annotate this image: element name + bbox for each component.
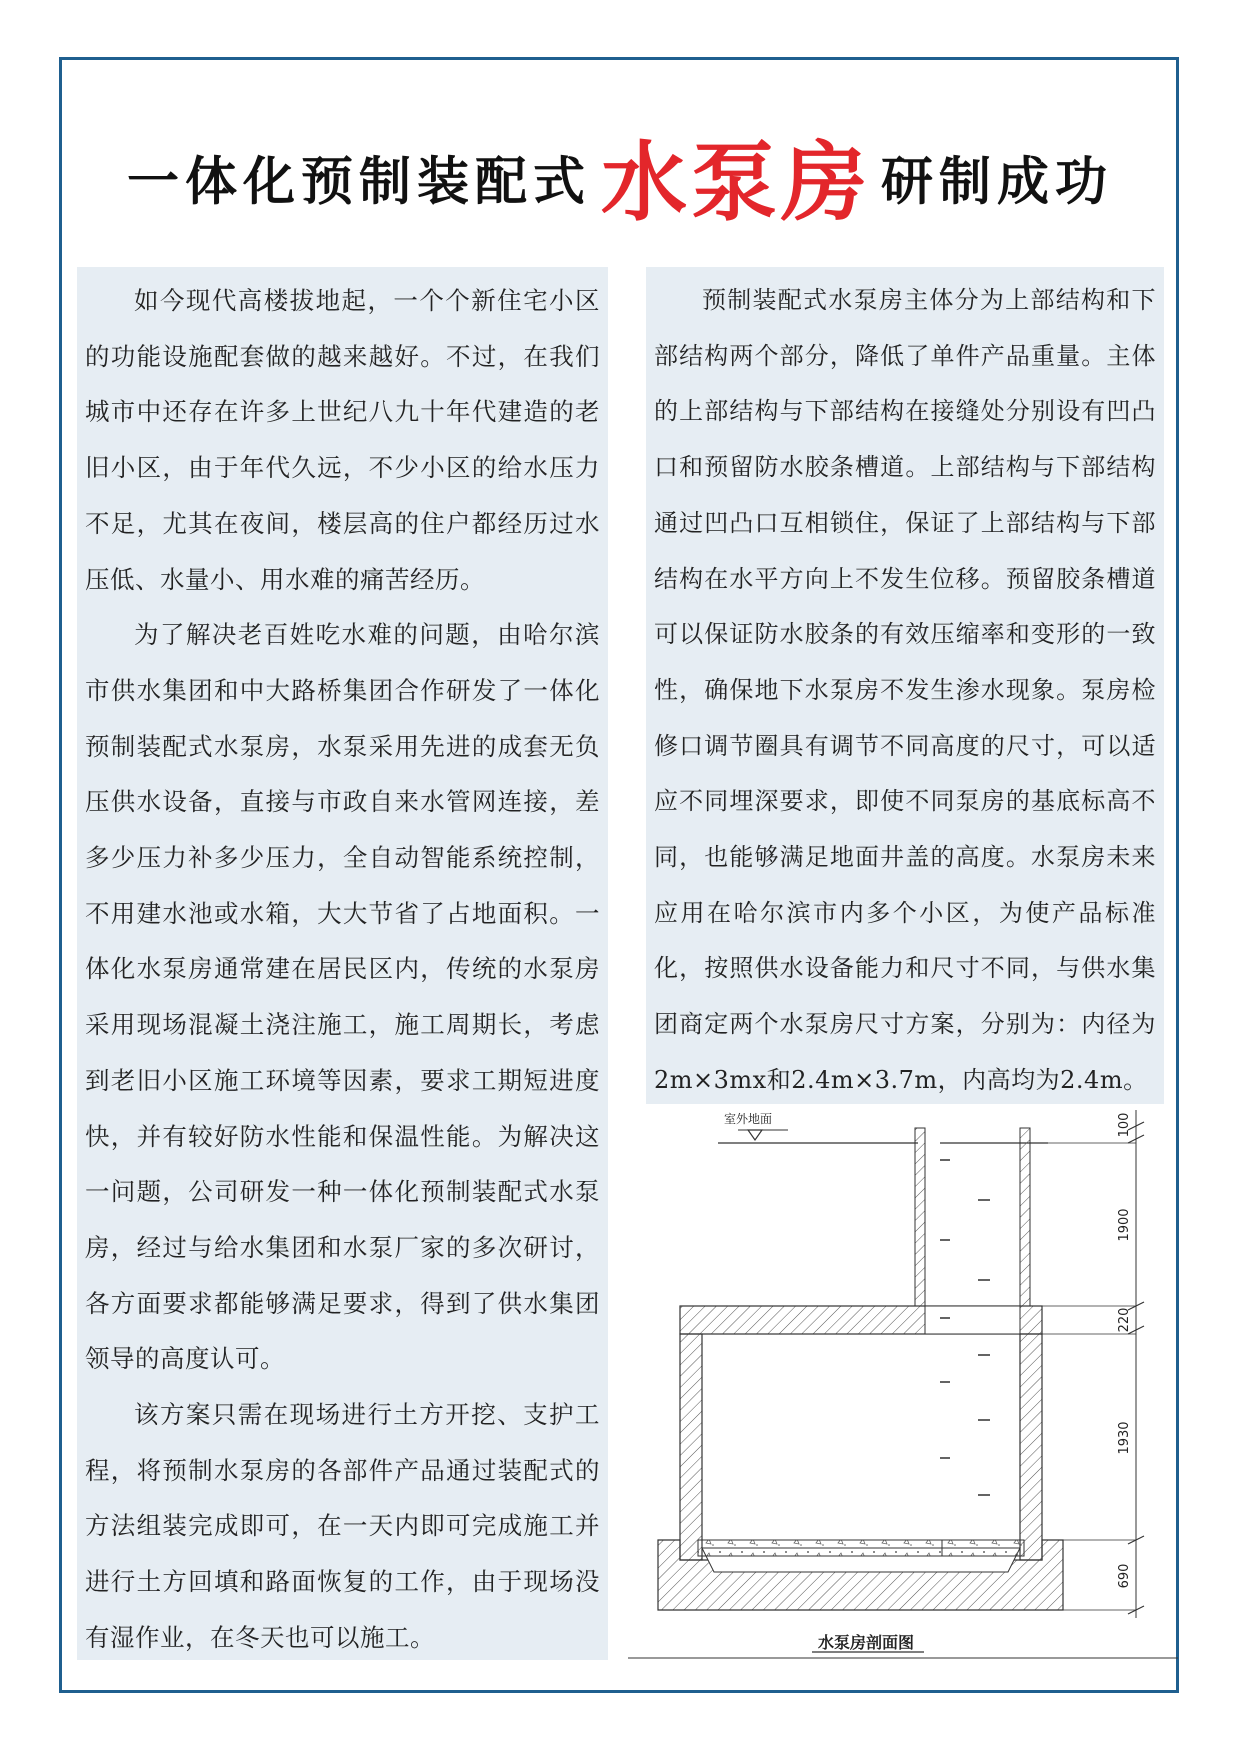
title-highlight: 水泵房 <box>601 132 871 233</box>
dim-1930: 1930 <box>1117 1421 1132 1455</box>
title-part-1: 一体化预制装配式 <box>126 152 591 213</box>
dim-690: 690 <box>1117 1563 1132 1589</box>
wall-left <box>680 1334 702 1560</box>
page-title <box>60 115 1180 245</box>
dim-220: 220 <box>1117 1307 1132 1333</box>
ground-label: 室外地面 <box>724 1112 773 1126</box>
paragraph: 预制装配式水泵房主体分为上部结构和下部结构两个部分，降低了单件产品重量。主体的上部结构与下部结构在接缝处分别设有凹凸口和预留防水胶条槽道。上部结构与下部结构通过凹凸口互相锁住，保证了上部结构与下部结构在水平方向上不发生位移。预留胶条槽道可以保证防水胶条的有效压缩率和变形的一致性，确保地下水泵房不发生渗水现象。泵房检修口调节圈具有调节不同高度的尺寸，可以适应不同埋深要求，即使不同泵房的基底标高不同，也能够满足地面井盖的高度。水泵房未来应用在哈尔滨市内多个小区，为使产品标准化，按照供水设备能力和尺寸不同，与供水集团商定两个水泵房尺寸方案，分别为：内径为2m×3mx和2.4m×3.7m，内高均为2.4m。 <box>654 286 1156 1094</box>
right-text-column <box>646 267 1164 1104</box>
paragraph: 该方案只需在现场进行土方开挖、支护工程，将预制水泵房的各部件产品通过装配式的方法组装完成即可，在一天内即可完成施工并进行土方回填和路面恢复的工作，由于现场没有湿作业，在冬天也可以施工。 <box>85 1400 600 1652</box>
paragraph: 如今现代高楼拔地起，一个个新住宅小区的功能设施配套做的越来越好。不过，在我们城市中还存在许多上世纪八九十年代建造的老旧小区，由于年代久远，不少小区的给水压力不足，尤其在夜间，楼层高的住户都经历过水压低、水量小、用水难的痛苦经历。 <box>85 286 600 594</box>
wall-right <box>1020 1334 1042 1560</box>
shaft-wall-right <box>1020 1128 1030 1306</box>
dim-100: 100 <box>1117 1112 1132 1138</box>
pump-house-section-drawing <box>628 1100 1178 1660</box>
figure-caption: 水泵房剖面图 <box>818 1633 915 1652</box>
title-part-3: 研制成功 <box>881 152 1114 213</box>
section-drawing-svg <box>628 1100 1178 1660</box>
paragraph: 为了解决老百姓吃水难的问题，由哈尔滨市供水集团和中大路桥集团合作研发了一体化预制装配式水泵房，水泵采用先进的成套无负压供水设备，直接与市政自来水管网连接，差多少压力补多少压力，全自动智能系统控制，不用建水池或水箱，大大节省了占地面积。一体化水泵房通常建在居民区内，传统的水泵房采用现场混凝土浇注施工，施工周期长，考虑到老旧小区施工环境等因素，要求工期短进度快，并有较好防水性能和保温性能。为解决这一问题，公司研发一种一体化预制装配式水泵房，经过与给水集团和水泵厂家的多次研讨，各方面要求都能够满足要求，得到了供水集团领导的高度认可。 <box>85 620 600 1374</box>
dim-1900: 1900 <box>1117 1208 1132 1242</box>
shaft-wall-left <box>915 1128 925 1306</box>
equipment-pad <box>698 1540 1024 1556</box>
left-text-column <box>77 267 608 1660</box>
ground-level-symbol <box>748 1130 762 1140</box>
